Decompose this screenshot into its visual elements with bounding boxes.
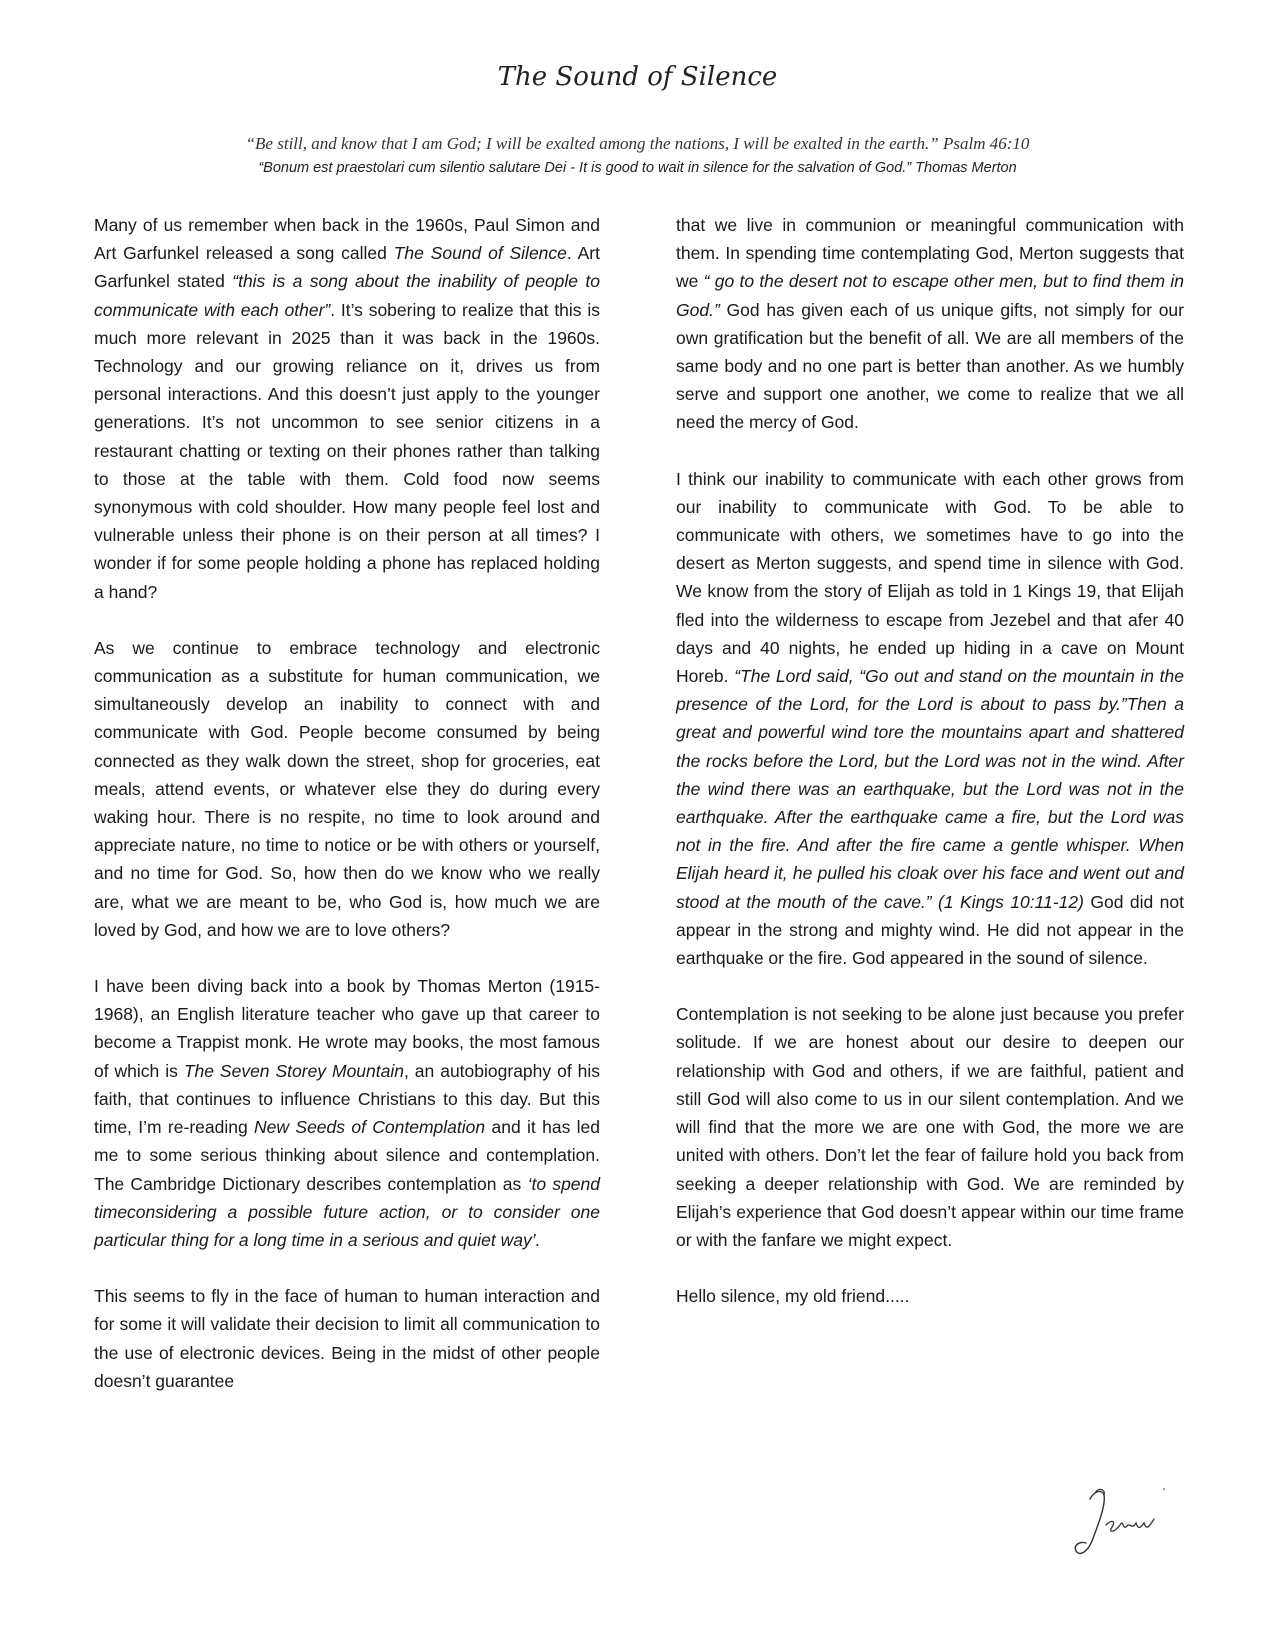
paragraph-simon-garfunkel (94, 211, 600, 606)
text-segment: I think our inability to communicate with each other grows from our inability to communicate with God. To be able to communicate with others, we sometimes have to go into the desert as Merton suggests, and spend time in silence with God. We know from the story of Elijah as told in 1 Kings 19, that Elijah fled into the wilderness to escape from Jezebel and that afer 40 days and 40 nights, he ended up hiding in a cave on Mount Horeb. (676, 468, 1184, 687)
merton-quote: “ go to the desert not to escape other men, but to find them in God.” (676, 271, 1185, 320)
text-segment: Many of us remember when back in the 1960s, Paul Simon and Art Garfunkel released a song called (94, 215, 600, 264)
epigraph-psalm: “Be still, and know that I am God; I will be exalted among the nations, I will be exalted in the earth.” Psalm 46:10 (245, 134, 1030, 153)
right-column (676, 211, 1184, 1338)
paragraph-human-interaction: This seems to fly in the face of human to human interaction and for some it will validate their decision to limit all communication to the use of electronic devices. Being in the midst of other people doesn’t guarantee (94, 1286, 600, 1391)
text-segment: . It’s sobering to realize that this is much more relevant in 2025 than it was back in the 1960s. Technology and our growing reliance on it, drives us from personal interactions. And this doesn’t just apply to the younger generations. It’s not uncommon to see senior citizens in a restaurant chatting or texting on their phones rather than talking to those at the table with them. Cold food now seems synonymous with cold shoulder. How many people feel lost and vulnerable unless their phone is on their person at all times? I wonder if for some people holding a phone has replaced holding a hand? (94, 299, 600, 602)
garfunkel-quote: “this is a song about the inability of people to communicate with each other” (94, 271, 600, 320)
text-segment: . Art Garfunkel stated (94, 243, 600, 292)
paragraph-contemplation: Contemplation is not seeking to be alone just because you prefer solitude. If we are honest about our desire to deepen our relationship with God and others, if we are faithful, patient and still God will also come to us in our silent contemplation. And we will find that the more we are one with God, the more we are united with others. Don’t let the fear of failure hold you back from seeking a deeper relationship with God. We are reminded by Elijah’s experience that God doesn’t appear within our time frame or with the fanfare we might expect. (676, 1004, 1184, 1250)
paragraph-communion (676, 211, 1184, 437)
book-title: The Seven Storey Mountain (183, 1060, 404, 1081)
left-column (94, 211, 600, 1423)
paragraph-merton (94, 972, 600, 1254)
epigraph-merton: “Bonum est praestolari cum silentio salutare Dei - It is good to wait in silence for the salvation of God.” Thomas Merton (258, 160, 1017, 176)
text-segment: and it has led me to some serious thinking about silence and contemplation. The Cambridge Dictionary describes contemplation as (94, 1117, 601, 1194)
closing-line: Hello silence, my old friend..... (676, 1286, 910, 1307)
song-title: The Sound of Silence (393, 243, 567, 264)
scripture-quote: “The Lord said, “Go out and stand on the mountain in the presence of the Lord, for the Lord is about to pass by.”Then a great and powerful wind tore the mountains apart and shattered the rocks before the Lord, but the Lord was not in the wind. After the wind there was an earthquake, but the Lord was not in the earthquake. After the earthquake came a fire, but the Lord was not in the fire. And after the fire came a gentle whisper. When Elijah heard it, he pulled his cloak over his face and went out and stood at the mouth of the cave.” (1 Kings 10:11-12) (676, 666, 1184, 912)
page-title: The Sound of Silence (497, 62, 778, 92)
dictionary-quote: ‘to spend timeconsidering a possible future action, or to consider one particular thing for a long time in a serious and quiet way’. (94, 1173, 601, 1250)
text-segment: , an autobiography of his faith, that continues to influence Christians to this day. But this time, I’m re-reading (94, 1060, 600, 1138)
paragraph-technology: As we continue to embrace technology and electronic communication as a substitute for human communication, we simultaneously develop an inability to connect with and communicate with God. People become consumed by being connected as they walk down the street, shop for groceries, eat meals, attend events, or whatever else they do during every waking hour. There is no respite, no time to look around and appreciate nature, no time to notice or be with others or yourself, and no time for God. So, how then do we know who we really are, what we are meant to be, who God is, how much we are loved by God, and how we are to love others? (94, 637, 600, 940)
book-title: New Seeds of Contemplation (254, 1117, 486, 1138)
paragraph-elijah (676, 465, 1184, 973)
text-segment: that we live in communion or meaningful communication with them. In spending time contemplating God, Merton suggests that we (676, 215, 1184, 292)
signature-jean (1068, 1485, 1168, 1565)
text-segment: God did not appear in the strong and mighty wind. He did not appear in the earthquake or the fire. God appeared in the sound of silence. (676, 891, 1184, 969)
text-segment: I have been diving back into a book by Thomas Merton (1915-1968), an English literature teacher who gave up that career to become a Trappist monk. He wrote may books, the most famous of which is (94, 976, 600, 1081)
text-segment: God has given each of us unique gifts, not simply for our own gratification but the benefit of all. We are all members of the same body and no one part is better than another. As we humbly serve and support one another, we come to realize that we all need the mercy of God. (676, 299, 1184, 433)
